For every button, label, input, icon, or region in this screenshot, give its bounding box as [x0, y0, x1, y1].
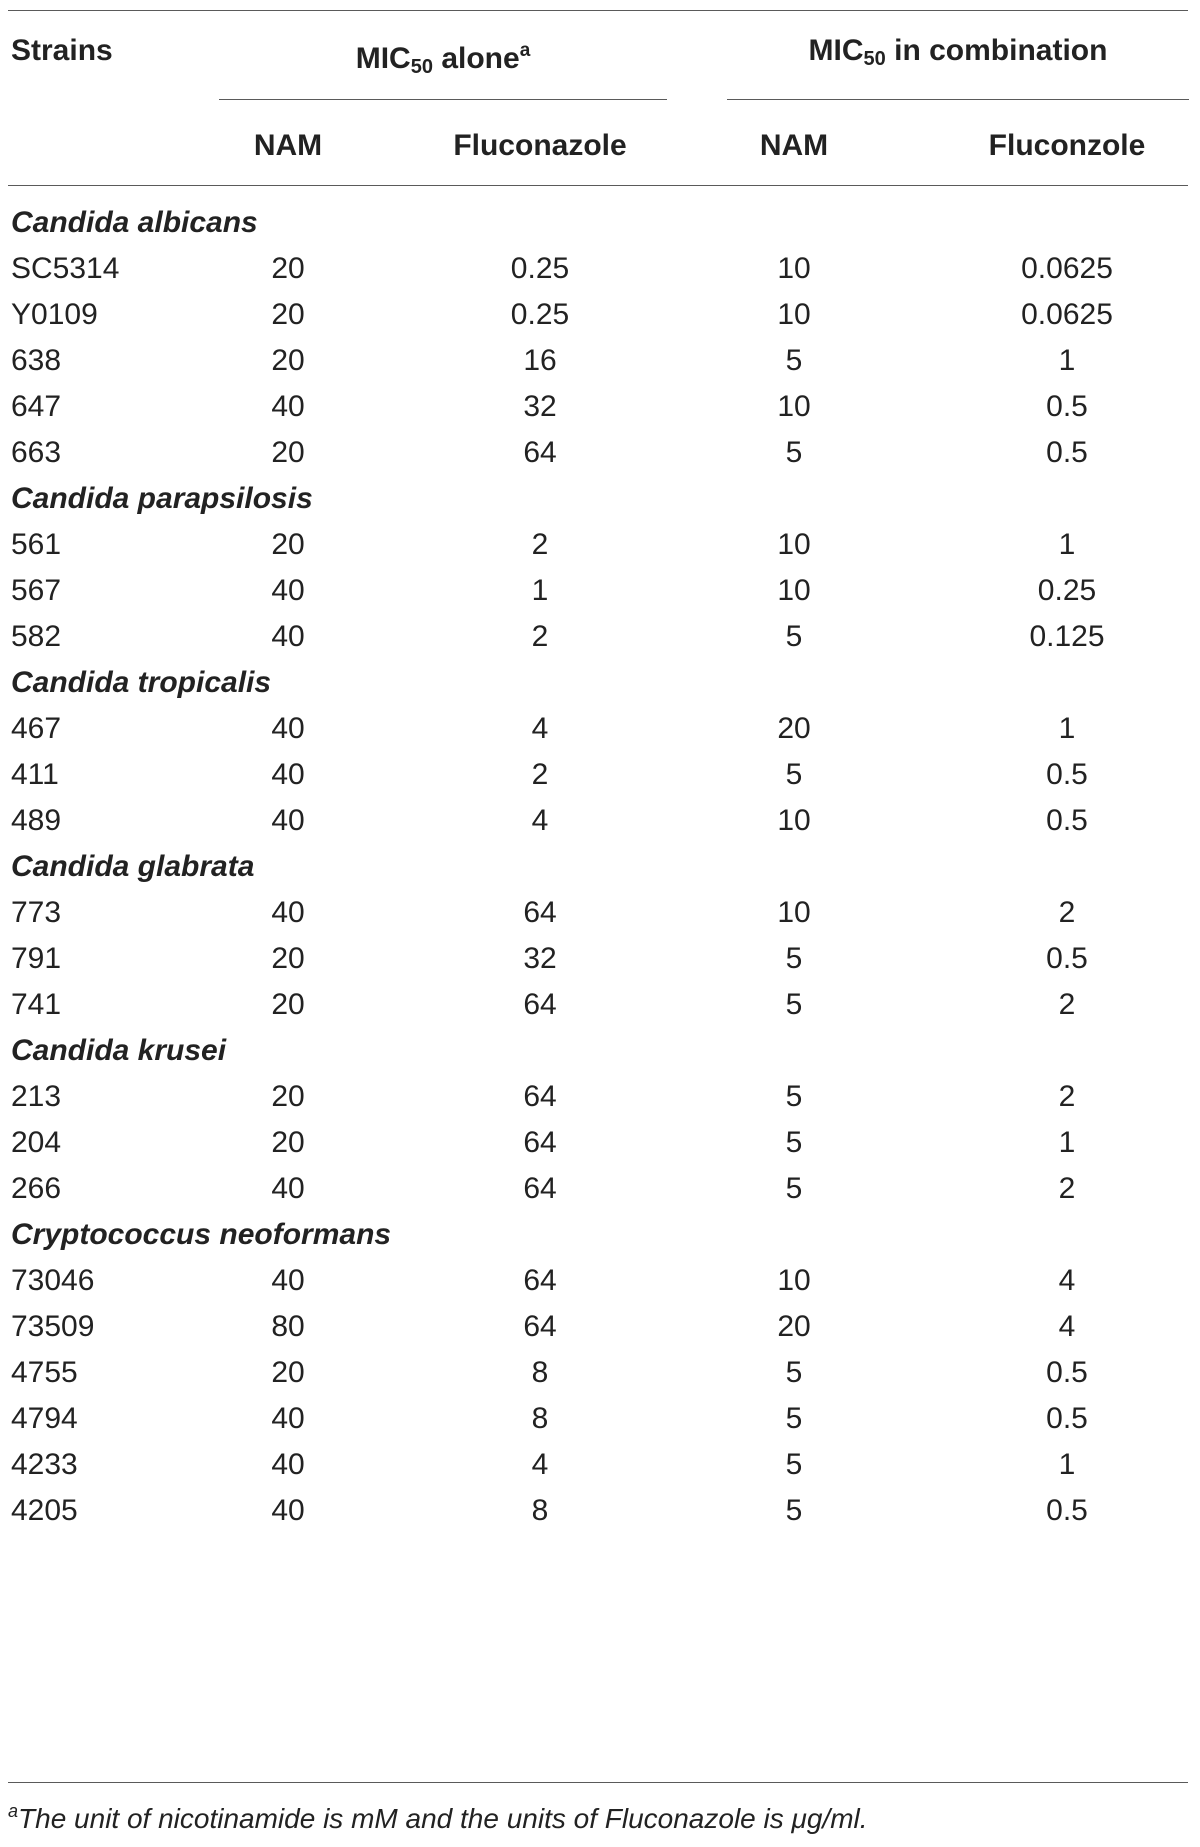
strain-cell: 4755: [11, 1356, 78, 1389]
nam-alone-cell: 20: [271, 1126, 305, 1159]
nam-alone-cell: 40: [271, 896, 305, 929]
fluconazole-combination-cell: 1: [1058, 1448, 1076, 1481]
fluconazole-combination-cell: 4: [1058, 1264, 1076, 1297]
nam-combination-cell: 20: [777, 712, 811, 745]
nam-alone-cell: 40: [271, 1264, 305, 1297]
header-mic-subscript: 50: [863, 48, 886, 70]
nam-alone-cell: 40: [271, 620, 305, 653]
strain-cell: 791: [11, 942, 62, 975]
header-mic50-alone: [219, 33, 667, 85]
fluconazole-alone-cell: 64: [523, 1264, 557, 1297]
strain-cell: 411: [11, 758, 59, 791]
fluconazole-alone-cell: 0.25: [510, 298, 570, 331]
fluconazole-alone-cell: 32: [523, 942, 557, 975]
table-row: [0, 1484, 1200, 1538]
nam-alone-cell: 20: [271, 252, 305, 285]
fluconazole-combination-cell: 0.0625: [1021, 252, 1113, 285]
strain-cell: 489: [11, 804, 62, 837]
fluconazole-alone-cell: 8: [531, 1494, 549, 1527]
nam-combination-cell: 5: [785, 942, 803, 975]
strain-cell: 638: [11, 344, 62, 377]
fluconazole-alone-cell: 8: [531, 1402, 549, 1435]
nam-combination-cell: 5: [785, 1356, 803, 1389]
strain-cell: 647: [11, 390, 62, 423]
fluconazole-alone-cell: 64: [523, 1172, 557, 1205]
fluconazole-alone-cell: 64: [523, 988, 557, 1021]
nam-combination-cell: 10: [777, 574, 811, 607]
nam-alone-cell: 40: [271, 1448, 305, 1481]
fluconazole-combination-cell: 0.5: [1046, 804, 1088, 837]
header-mic-base: MIC: [355, 42, 411, 75]
footnote-marker: a: [519, 40, 531, 61]
species-label: Candida krusei: [11, 1034, 227, 1067]
nam-alone-cell: 40: [271, 1494, 305, 1527]
nam-combination-cell: 10: [777, 1264, 811, 1297]
fluconazole-combination-cell: 1: [1058, 712, 1076, 745]
fluconazole-alone-cell: 64: [523, 1310, 557, 1343]
strain-cell: 582: [11, 620, 62, 653]
nam-alone-cell: 20: [271, 528, 305, 561]
species-label: Candida tropicalis: [11, 666, 272, 699]
fluconazole-alone-cell: 2: [531, 758, 549, 791]
group-alone-underline: [219, 99, 667, 100]
header-strains: Strains: [11, 34, 113, 67]
nam-alone-cell: 40: [271, 804, 305, 837]
subheader-nam-alone: NAM: [253, 129, 323, 162]
fluconazole-alone-cell: 4: [531, 1448, 549, 1481]
fluconazole-combination-cell: 0.0625: [1021, 298, 1113, 331]
footnote-marker: a: [8, 1801, 19, 1821]
nam-combination-cell: 5: [785, 1494, 803, 1527]
fluconazole-combination-cell: 4: [1058, 1310, 1076, 1343]
nam-alone-cell: 40: [271, 390, 305, 423]
strain-cell: 73509: [11, 1310, 95, 1343]
fluconazole-alone-cell: 64: [523, 1080, 557, 1113]
strain-cell: 266: [11, 1172, 62, 1205]
nam-alone-cell: 20: [271, 436, 305, 469]
nam-combination-cell: 10: [777, 252, 811, 285]
fluconazole-combination-cell: 0.5: [1046, 1494, 1088, 1527]
nam-combination-cell: 10: [777, 804, 811, 837]
nam-alone-cell: 20: [271, 298, 305, 331]
subheader-fluconazole-alone: Fluconazole: [453, 129, 627, 162]
fluconazole-combination-cell: 0.5: [1046, 942, 1088, 975]
species-label: Cryptococcus neoformans: [11, 1218, 392, 1251]
header-mic-base: MIC: [808, 34, 864, 67]
nam-alone-cell: 80: [271, 1310, 305, 1343]
fluconazole-combination-cell: 2: [1058, 1080, 1076, 1113]
fluconazole-combination-cell: 0.5: [1046, 436, 1088, 469]
fluconazole-alone-cell: 0.25: [510, 252, 570, 285]
fluconazole-alone-cell: 64: [523, 1126, 557, 1159]
nam-combination-cell: 5: [785, 620, 803, 653]
fluconazole-combination-cell: 0.25: [1037, 574, 1097, 607]
fluconazole-alone-cell: 16: [523, 344, 557, 377]
fluconazole-alone-cell: 1: [531, 574, 549, 607]
fluconazole-combination-cell: 1: [1058, 528, 1076, 561]
strain-cell: 567: [11, 574, 62, 607]
species-label: Candida albicans: [11, 206, 258, 239]
fluconazole-alone-cell: 4: [531, 804, 549, 837]
nam-combination-cell: 5: [785, 344, 803, 377]
strain-cell: 4205: [11, 1494, 78, 1527]
nam-combination-cell: 20: [777, 1310, 811, 1343]
strain-cell: 4794: [11, 1402, 78, 1435]
strain-cell: 467: [11, 712, 62, 745]
nam-alone-cell: 20: [271, 942, 305, 975]
fluconazole-alone-cell: 4: [531, 712, 549, 745]
fluconazole-combination-cell: 0.5: [1046, 1402, 1088, 1435]
nam-alone-cell: 20: [271, 1356, 305, 1389]
nam-combination-cell: 5: [785, 988, 803, 1021]
strain-cell: 741: [11, 988, 62, 1021]
strain-cell: 773: [11, 896, 62, 929]
fluconazole-combination-cell: 2: [1058, 1172, 1076, 1205]
nam-alone-cell: 20: [271, 344, 305, 377]
fluconazole-alone-cell: 2: [531, 620, 549, 653]
nam-combination-cell: 5: [785, 1080, 803, 1113]
header-mic50-in-combination: [727, 33, 1189, 77]
nam-combination-cell: 5: [785, 1402, 803, 1435]
nam-alone-cell: 20: [271, 988, 305, 1021]
nam-combination-cell: 5: [785, 436, 803, 469]
fluconazole-combination-cell: 2: [1058, 896, 1076, 929]
subheader-nam-combination: NAM: [759, 129, 829, 162]
species-label: Candida parapsilosis: [11, 482, 313, 515]
species-label: Candida glabrata: [11, 850, 255, 883]
nam-combination-cell: 5: [785, 1172, 803, 1205]
strain-cell: SC5314: [11, 252, 120, 285]
nam-combination-cell: 10: [777, 896, 811, 929]
nam-combination-cell: 5: [785, 1448, 803, 1481]
strain-cell: 4233: [11, 1448, 78, 1481]
strain-cell: 204: [11, 1126, 62, 1159]
nam-alone-cell: 20: [271, 1080, 305, 1113]
fluconazole-alone-cell: 32: [523, 390, 557, 423]
fluconazole-alone-cell: 64: [523, 896, 557, 929]
group-combination-underline: [727, 99, 1189, 100]
table-bottom-rule: [8, 1782, 1188, 1783]
nam-alone-cell: 40: [271, 758, 305, 791]
nam-combination-cell: 10: [777, 298, 811, 331]
header-combination-text: in combination: [885, 34, 1108, 67]
footnote-text: The unit of nicotinamide is mM and the units of Fluconazole is μg/ml.: [18, 1803, 868, 1834]
fluconazole-combination-cell: 0.5: [1046, 390, 1088, 423]
fluconazole-alone-cell: 64: [523, 436, 557, 469]
fluconazole-combination-cell: 1: [1058, 344, 1076, 377]
strain-cell: 663: [11, 436, 62, 469]
header-alone-text: alone: [432, 42, 520, 75]
nam-alone-cell: 40: [271, 712, 305, 745]
fluconazole-combination-cell: 0.125: [1029, 620, 1105, 653]
strain-cell: 561: [11, 528, 62, 561]
fluconazole-combination-cell: 0.5: [1046, 758, 1088, 791]
nam-combination-cell: 5: [785, 1126, 803, 1159]
strain-cell: Y0109: [11, 298, 98, 331]
table-top-rule: [8, 10, 1188, 11]
nam-combination-cell: 10: [777, 390, 811, 423]
nam-alone-cell: 40: [271, 1402, 305, 1435]
nam-alone-cell: 40: [271, 574, 305, 607]
strain-cell: 73046: [11, 1264, 95, 1297]
fluconazole-alone-cell: 2: [531, 528, 549, 561]
fluconazole-combination-cell: 2: [1058, 988, 1076, 1021]
fluconazole-combination-cell: 1: [1058, 1126, 1076, 1159]
nam-combination-cell: 5: [785, 758, 803, 791]
nam-combination-cell: 10: [777, 528, 811, 561]
subheader-fluconazole-combination: Fluconzole: [988, 129, 1146, 162]
table-footnote: [8, 1793, 868, 1837]
nam-alone-cell: 40: [271, 1172, 305, 1205]
fluconazole-combination-cell: 0.5: [1046, 1356, 1088, 1389]
strain-cell: 213: [11, 1080, 62, 1113]
header-bottom-rule: [8, 185, 1188, 186]
header-mic-subscript: 50: [410, 56, 433, 78]
fluconazole-alone-cell: 8: [531, 1356, 549, 1389]
